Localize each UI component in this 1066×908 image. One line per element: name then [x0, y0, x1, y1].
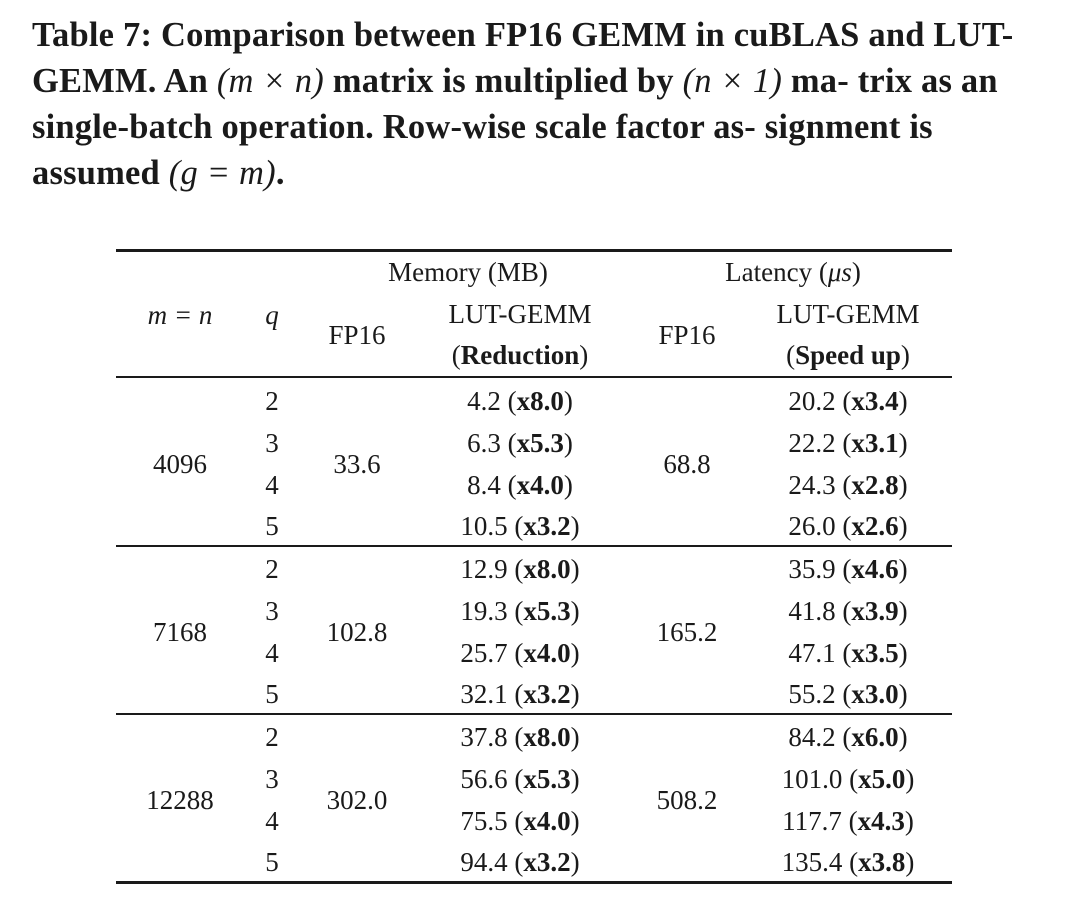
memory-value: 32.1 — [460, 679, 508, 710]
cell-lat-fp16: 165.2 — [656, 616, 718, 647]
cell-q: 5 — [265, 511, 279, 542]
cell-lut-latency: 24.3 (x2.8) — [788, 469, 908, 500]
memory-value: 37.8 — [460, 722, 508, 752]
cell-q: 5 — [265, 847, 279, 878]
speedup-factor: x4.6 — [851, 554, 899, 584]
speedup-factor: x2.6 — [851, 511, 899, 542]
cell-q: 4 — [265, 469, 279, 500]
latency-value: 135.4 — [781, 847, 843, 878]
caption-label: Table 7: — [32, 16, 153, 54]
cell-lut-latency: 84.2 (x6.0) — [788, 722, 908, 752]
reduction-factor: x8.0 — [523, 722, 571, 752]
speedup-factor: x6.0 — [851, 722, 899, 752]
speedup-label: Speed up — [795, 340, 901, 370]
memory-value: 25.7 — [460, 637, 508, 668]
cell-lut-memory: 6.3 (x5.3) — [467, 427, 573, 458]
cell-lut-memory: 4.2 (x8.0) — [467, 386, 573, 416]
caption-math-mxn: (m × n) — [216, 62, 324, 100]
memory-value: 4.2 — [467, 386, 501, 416]
table-caption — [32, 12, 1042, 196]
reduction-factor: x4.0 — [516, 469, 564, 500]
cell-lut-memory: 32.1 (x3.2) — [460, 679, 580, 710]
cell-lut-latency: 26.0 (x2.6) — [788, 511, 908, 542]
cell-q: 3 — [265, 427, 279, 458]
latency-value: 47.1 — [788, 637, 836, 668]
caption-math-g: (g = m) — [168, 154, 276, 192]
reduction-factor: x3.2 — [523, 511, 571, 542]
cell-lut-memory: 19.3 (x5.3) — [460, 595, 580, 626]
cell-q: 4 — [265, 805, 279, 836]
reduction-factor: x4.0 — [523, 805, 571, 836]
speedup-factor: x3.8 — [858, 847, 906, 878]
header-memory-lutgemm: LUT-GEMM — [448, 299, 592, 329]
cell-lut-latency: 55.2 (x3.0) — [788, 679, 908, 710]
top-rule — [116, 249, 952, 252]
header-rule — [116, 376, 952, 378]
speedup-factor: x3.1 — [851, 427, 899, 458]
cell-lut-memory: 37.8 (x8.0) — [460, 722, 580, 752]
cell-lut-memory: 10.5 (x3.2) — [460, 511, 580, 542]
reduction-factor: x8.0 — [516, 386, 564, 416]
cell-lat-fp16: 508.2 — [656, 784, 718, 815]
cell-lat-fp16: 68.8 — [663, 448, 711, 479]
header-q: q — [265, 300, 279, 330]
speedup-factor: x3.0 — [851, 679, 899, 710]
cell-q: 5 — [265, 679, 279, 710]
bottom-rule — [116, 881, 952, 884]
reduction-factor: x4.0 — [523, 637, 571, 668]
memory-value: 75.5 — [460, 805, 508, 836]
latency-value: 41.8 — [788, 595, 836, 626]
cell-mn: 4096 — [153, 448, 207, 479]
latency-prefix: Latency ( — [725, 257, 828, 287]
cell-lut-memory: 25.7 (x4.0) — [460, 637, 580, 668]
cell-lut-latency: 20.2 (x3.4) — [788, 386, 908, 416]
cell-lut-latency: 22.2 (x3.1) — [788, 427, 908, 458]
cell-lut-latency: 101.0 (x5.0) — [781, 763, 915, 794]
cell-lut-memory: 8.4 (x4.0) — [467, 469, 573, 500]
header-memory-fp16: FP16 — [328, 320, 386, 350]
reduction-factor: x8.0 — [523, 554, 571, 584]
cell-lut-latency: 47.1 (x3.5) — [788, 637, 908, 668]
reduction-label: Reduction — [460, 340, 580, 370]
cell-q: 2 — [265, 386, 279, 416]
speedup-factor: x3.4 — [851, 386, 899, 416]
header-memory-group: Memory (MB) — [388, 257, 548, 287]
cell-q: 2 — [265, 554, 279, 584]
reduction-factor: x5.3 — [523, 595, 571, 626]
header-latency-group — [650, 255, 936, 289]
memory-value: 10.5 — [460, 511, 508, 542]
cell-lut-latency: 35.9 (x4.6) — [788, 554, 908, 584]
header-memory-reduction: (Reduction) — [451, 340, 589, 370]
cell-mem-fp16: 33.6 — [333, 448, 381, 479]
caption-math-nx1: (n × 1) — [682, 62, 783, 100]
header-mn: m = n — [147, 300, 213, 330]
latency-value: 26.0 — [788, 511, 836, 542]
speedup-factor: x2.8 — [851, 469, 899, 500]
caption-text-1: Comparison between FP16 GEMM in cuBLAS and LUT-GEMM. An — [32, 16, 1014, 100]
cell-q: 3 — [265, 595, 279, 626]
latency-value: 24.3 — [788, 469, 836, 500]
caption-text-4: . — [275, 154, 285, 192]
latency-value: 101.0 — [781, 763, 843, 794]
latency-suffix: ) — [851, 257, 861, 287]
cell-lut-latency: 135.4 (x3.8) — [781, 847, 915, 878]
memory-value: 6.3 — [467, 427, 501, 458]
memory-value: 94.4 — [460, 847, 508, 878]
cell-lut-latency: 41.8 (x3.9) — [788, 595, 908, 626]
speedup-factor: x3.9 — [851, 595, 899, 626]
cell-lut-memory: 56.6 (x5.3) — [460, 763, 580, 794]
cell-mn: 12288 — [146, 784, 214, 815]
cell-lut-memory: 94.4 (x3.2) — [460, 847, 580, 878]
latency-value: 20.2 — [788, 386, 836, 416]
caption-text-2: matrix is multiplied by — [323, 62, 683, 100]
memory-value: 8.4 — [467, 469, 501, 500]
cell-lut-memory: 12.9 (x8.0) — [460, 554, 580, 584]
latency-value: 35.9 — [788, 554, 836, 584]
latency-unit: μs — [827, 257, 852, 287]
cell-mn: 7168 — [153, 616, 207, 647]
latency-value: 55.2 — [788, 679, 836, 710]
speedup-factor: x5.0 — [858, 763, 906, 794]
caption-text-3: ma- trix as an single-batch operation. Row-wise scale factor as- signment is assumed — [32, 62, 998, 192]
cell-q: 3 — [265, 763, 279, 794]
group-rule-1 — [116, 545, 952, 547]
speedup-factor: x4.3 — [857, 805, 905, 836]
reduction-factor: x3.2 — [523, 847, 571, 878]
group-rule-2 — [116, 713, 952, 715]
cell-lut-latency: 117.7 (x4.3) — [782, 805, 914, 836]
latency-value: 84.2 — [788, 722, 836, 752]
cell-mem-fp16: 102.8 — [326, 616, 388, 647]
cell-lut-memory: 75.5 (x4.0) — [460, 805, 580, 836]
speedup-factor: x3.5 — [851, 637, 899, 668]
memory-value: 12.9 — [460, 554, 508, 584]
cell-q: 4 — [265, 637, 279, 668]
reduction-factor: x5.3 — [523, 763, 571, 794]
latency-value: 117.7 — [782, 805, 842, 836]
reduction-factor: x3.2 — [523, 679, 571, 710]
latency-value: 22.2 — [788, 427, 836, 458]
cell-mem-fp16: 302.0 — [326, 784, 388, 815]
memory-value: 56.6 — [460, 763, 508, 794]
header-latency-fp16: FP16 — [658, 320, 716, 350]
header-latency-speedup: (Speed up) — [786, 340, 910, 370]
header-latency-lutgemm: LUT-GEMM — [776, 299, 920, 329]
memory-value: 19.3 — [460, 595, 508, 626]
cell-q: 2 — [265, 722, 279, 752]
reduction-factor: x5.3 — [516, 427, 564, 458]
